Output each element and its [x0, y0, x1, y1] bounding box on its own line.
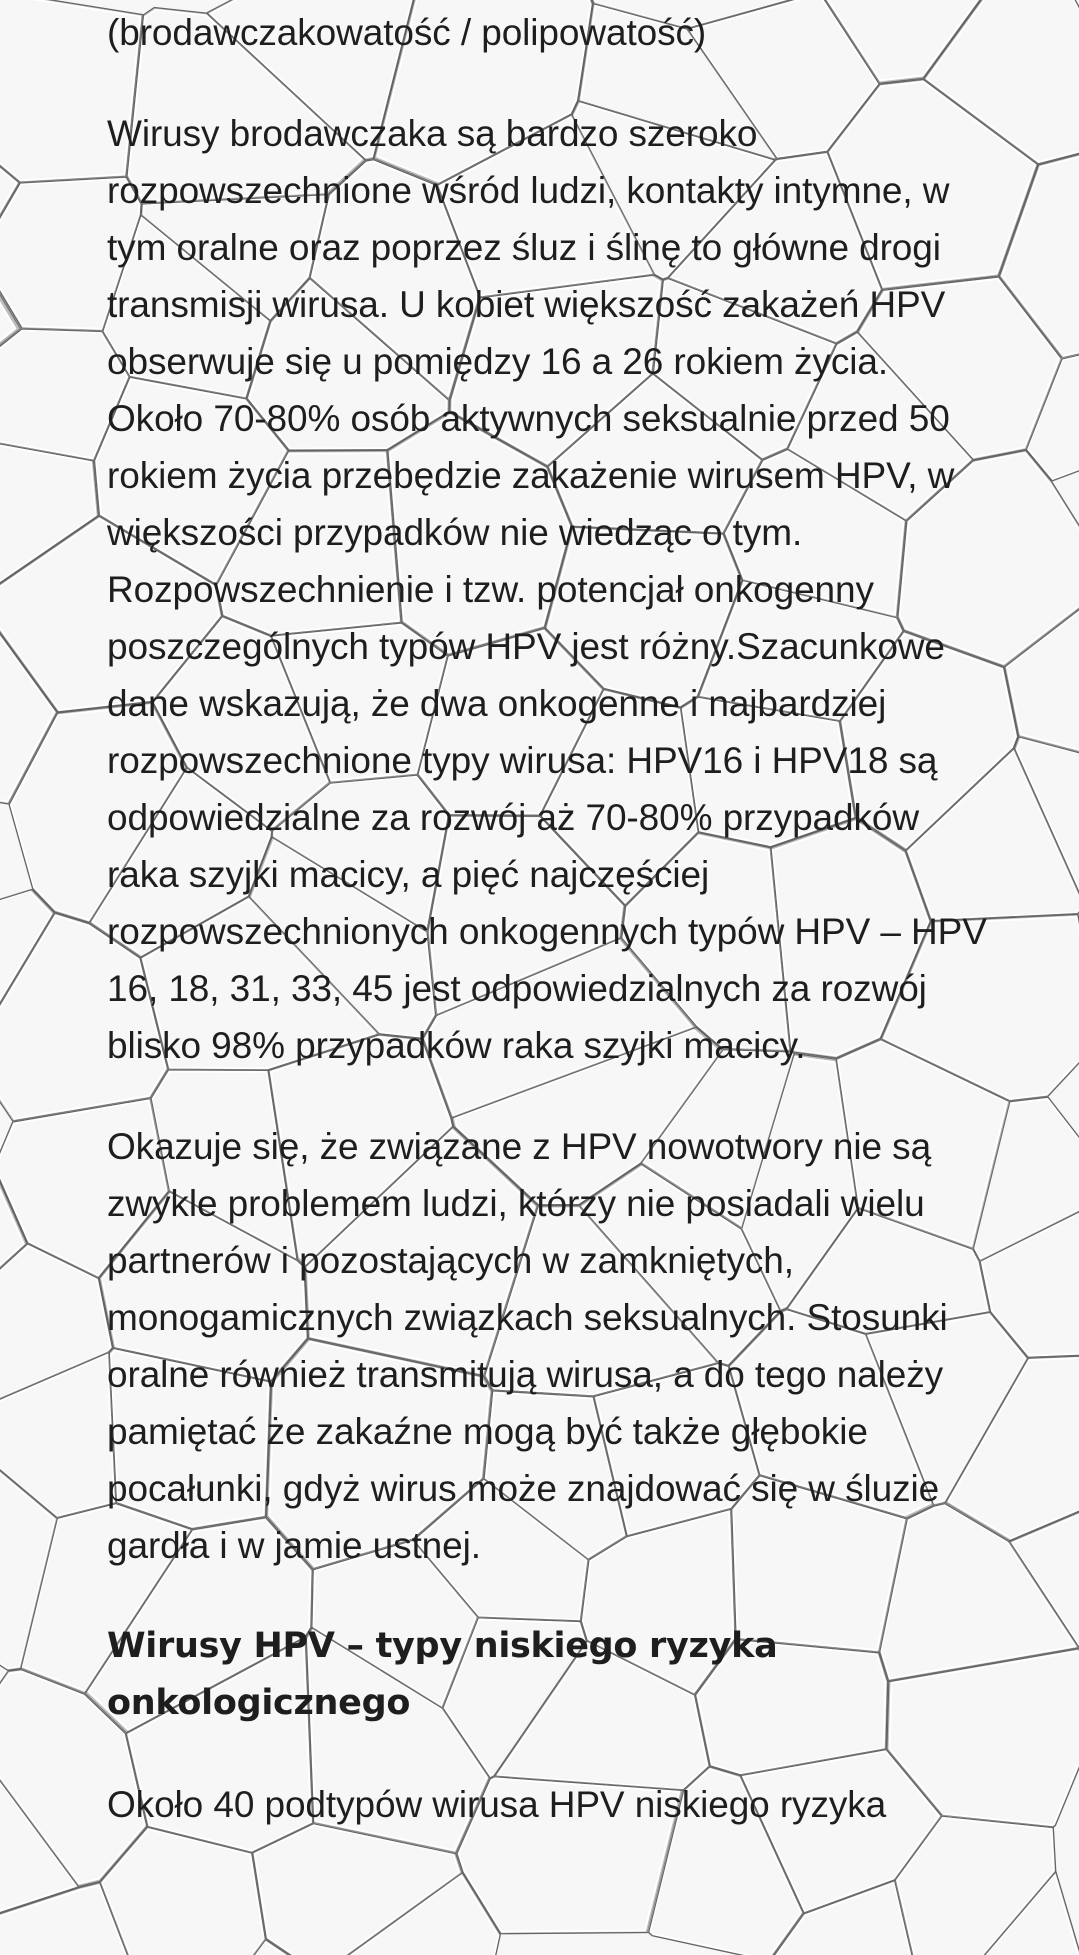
pattern-cell-highlight [897, 1818, 1054, 1955]
article-paragraph-transmission: Okazuje się, że związane z HPV nowotwory nie są zwykle problemem ludzi, którzy nie posiadali wielu partnerów i pozostających w zamkniętych, monogamicznych związkach seksualnych. Stosunki oralne również transmitują wirusa, a do tego należy pamiętać że zakaźne mogą być także głębokie pocałunki, gdyż wirus może znajdować się w śluzie gardła i w jamie ustnej. [107, 1126, 948, 1566]
pattern-cell-highlight [1002, 141, 1079, 356]
pattern-cell-edge [895, 1816, 1055, 1955]
pattern-cell-outline [0, 1354, 115, 1517]
pattern-cell-highlight [1028, 345, 1079, 479]
pattern-cell-highlight [929, 1875, 1079, 1955]
pattern-cell-edge [980, 1191, 1079, 1357]
pattern-cell-edge [0, 1353, 116, 1518]
article-paragraph-low-risk-fragment: Około 40 podtypów wirusa HPV niskiego ryzyka [107, 1784, 887, 1825]
pattern-cell-outline [0, 890, 53, 1055]
pattern-cell-outline [927, 1873, 1079, 1955]
paragraph-gap [107, 1074, 987, 1118]
pattern-cell-edge [0, 1883, 170, 1955]
pattern-cell-outline [896, 1817, 1055, 1955]
article-subtitle-fragment: (brodawczakowatość / polipowatość) [107, 12, 707, 53]
pattern-cell-edge [0, 890, 54, 1056]
pattern-cell-edge [100, 1827, 265, 1955]
pattern-cell-edge [253, 1824, 462, 1955]
pattern-cell-highlight [0, 1246, 111, 1403]
pattern-cell-highlight [0, 891, 52, 1053]
pattern-cell-highlight [0, 1885, 168, 1955]
pattern-cell-highlight [0, 1355, 114, 1516]
pattern-cell-highlight [1017, 739, 1079, 904]
pattern-cell-highlight [0, 226, 15, 433]
pattern-cell-outline [0, 1884, 169, 1955]
pattern-cell-edge [0, 1244, 112, 1404]
pattern-cell-edge [1014, 737, 1079, 906]
paragraph-gap [107, 1732, 987, 1776]
pattern-cell-edge [927, 1872, 1079, 1955]
pattern-cell-outline [0, 1245, 112, 1404]
paragraph-gap [107, 61, 987, 105]
article-content [107, 0, 987, 1833]
pattern-cell-outline [254, 1824, 461, 1955]
article-paragraph-hpv-prevalence: Wirusy brodawczaka są bardzo szeroko rozpowszechnione wśród ludzi, kontakty intymne, w tym oralne oraz poprzez śluz i ślinę to główne drogi transmisji wirusa. U kobiet większość zakażeń HPV obserwuje się u pomiędzy 16 a 26 rokiem życia. Około 70-80% osób aktywnych seksualnie przed 50 rokiem życia przebędzie zakażenie wirusem HPV, w większości przypadków nie wiedząc o tym. Rozpowszechnienie i tzw. potencjał onkogenny poszczególnych typów HPV jest różny.Szacunkowe dane wskazują, że dwa onkogenne i najbardziej rozpowszechnione typy wirusa: HPV16 i HPV18 są odpowiedzialne za rozwój aż 70-80% przypadków raka szyjki macicy, a pięć najczęściej rozpowszechnionych onkogennych typów HPV – HPV 16, 18, 31, 33, 45 jest odpowiedzialnych za rozwój blisko 98% przypadków raka szyjki macicy. [107, 113, 987, 1066]
section-heading-low-risk-types: Wirusy HPV – typy niskiego ryzyka onkologicznego [107, 1626, 778, 1723]
paragraph-gap [107, 1574, 987, 1618]
pattern-cell-highlight [0, 114, 17, 254]
